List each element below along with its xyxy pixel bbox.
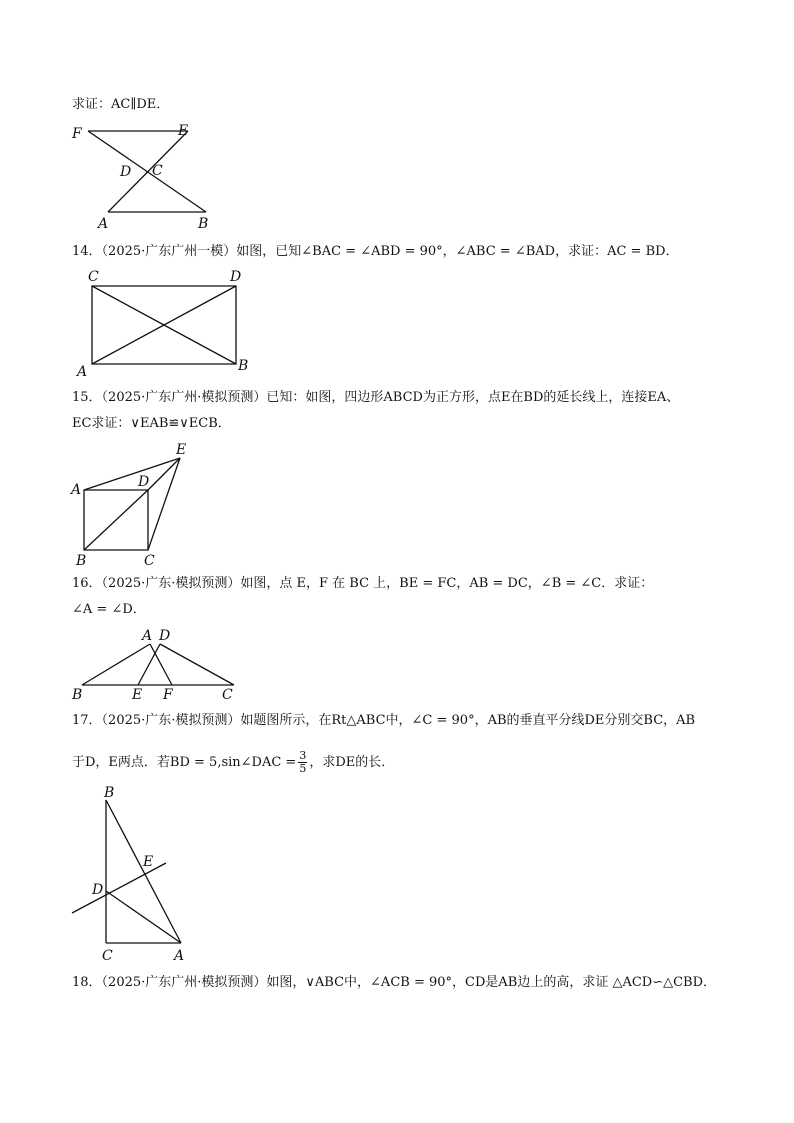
label-D: D <box>120 164 132 180</box>
label-D: D <box>230 269 242 285</box>
problem-17-line2-before: 于D，E两点．若BD = 5,sin∠DAC = <box>72 755 297 770</box>
label-A: A <box>71 482 82 498</box>
label-C: C <box>102 948 113 964</box>
figure-17 <box>66 780 206 966</box>
fraction-3-5 <box>298 750 307 775</box>
label-E: E <box>143 854 154 870</box>
problem-16-line1: 16．（2025·广东·模拟预测）如图，点 E，F 在 BC 上，BE = FC，AB = DC，∠B = ∠C．求证： <box>72 576 654 591</box>
fraction-denominator: 5 <box>299 762 307 775</box>
label-A: A <box>77 364 88 378</box>
problem-16-line2: ∠A = ∠D． <box>72 602 146 617</box>
problem-13-conclusion: 求证：AC∥DE． <box>72 97 170 112</box>
label-E: E <box>178 123 189 139</box>
label-F: F <box>163 687 173 703</box>
label-D: D <box>138 474 150 490</box>
problem-14-text: 14．（2025·广东广州一模）如图，已知∠BAC = ∠ABD = 90°，∠ABC = ∠BAD，求证：AC = BD． <box>72 244 679 259</box>
label-E: E <box>132 687 143 703</box>
label-C: C <box>222 687 233 703</box>
figure-15 <box>68 438 198 570</box>
label-A: A <box>142 628 153 644</box>
figure-16 <box>70 625 250 705</box>
label-B: B <box>238 358 249 374</box>
label-F: F <box>72 126 82 142</box>
label-C: C <box>88 269 99 285</box>
problem-17-line1: 17．（2025·广东·模拟预测）如题图所示，在Rt△ABC中，∠C = 90°，AB的垂直平分线DE分别交BC，AB <box>72 713 696 728</box>
problem-17-line2 <box>72 750 394 775</box>
label-A: A <box>174 948 185 964</box>
figure-14 <box>72 266 262 378</box>
label-B: B <box>72 687 83 703</box>
label-D: D <box>159 628 171 644</box>
label-E: E <box>176 442 187 458</box>
problem-15-line1: 15．（2025·广东广州·模拟预测）已知：如图，四边形ABCD为正方形，点E在BD的延长线上，连接EA、 <box>72 390 680 405</box>
problem-17-line2-after: ，求DE的长． <box>309 755 395 770</box>
label-C: C <box>144 553 155 569</box>
label-A: A <box>98 216 109 232</box>
label-B: B <box>104 785 115 801</box>
problem-15-line2: EC求证：∨EAB≌∨ECB． <box>72 416 231 431</box>
label-B: B <box>76 553 87 569</box>
figure-13 <box>60 118 230 233</box>
label-C: C <box>152 163 163 179</box>
fraction-numerator: 3 <box>299 749 307 762</box>
problem-18-text: 18．（2025·广东广州·模拟预测）如图，∨ABC中，∠ACB = 90°，CD是AB边上的高，求证 △ACD∽△CBD． <box>72 975 717 990</box>
label-D: D <box>92 882 104 898</box>
label-B: B <box>198 216 209 232</box>
